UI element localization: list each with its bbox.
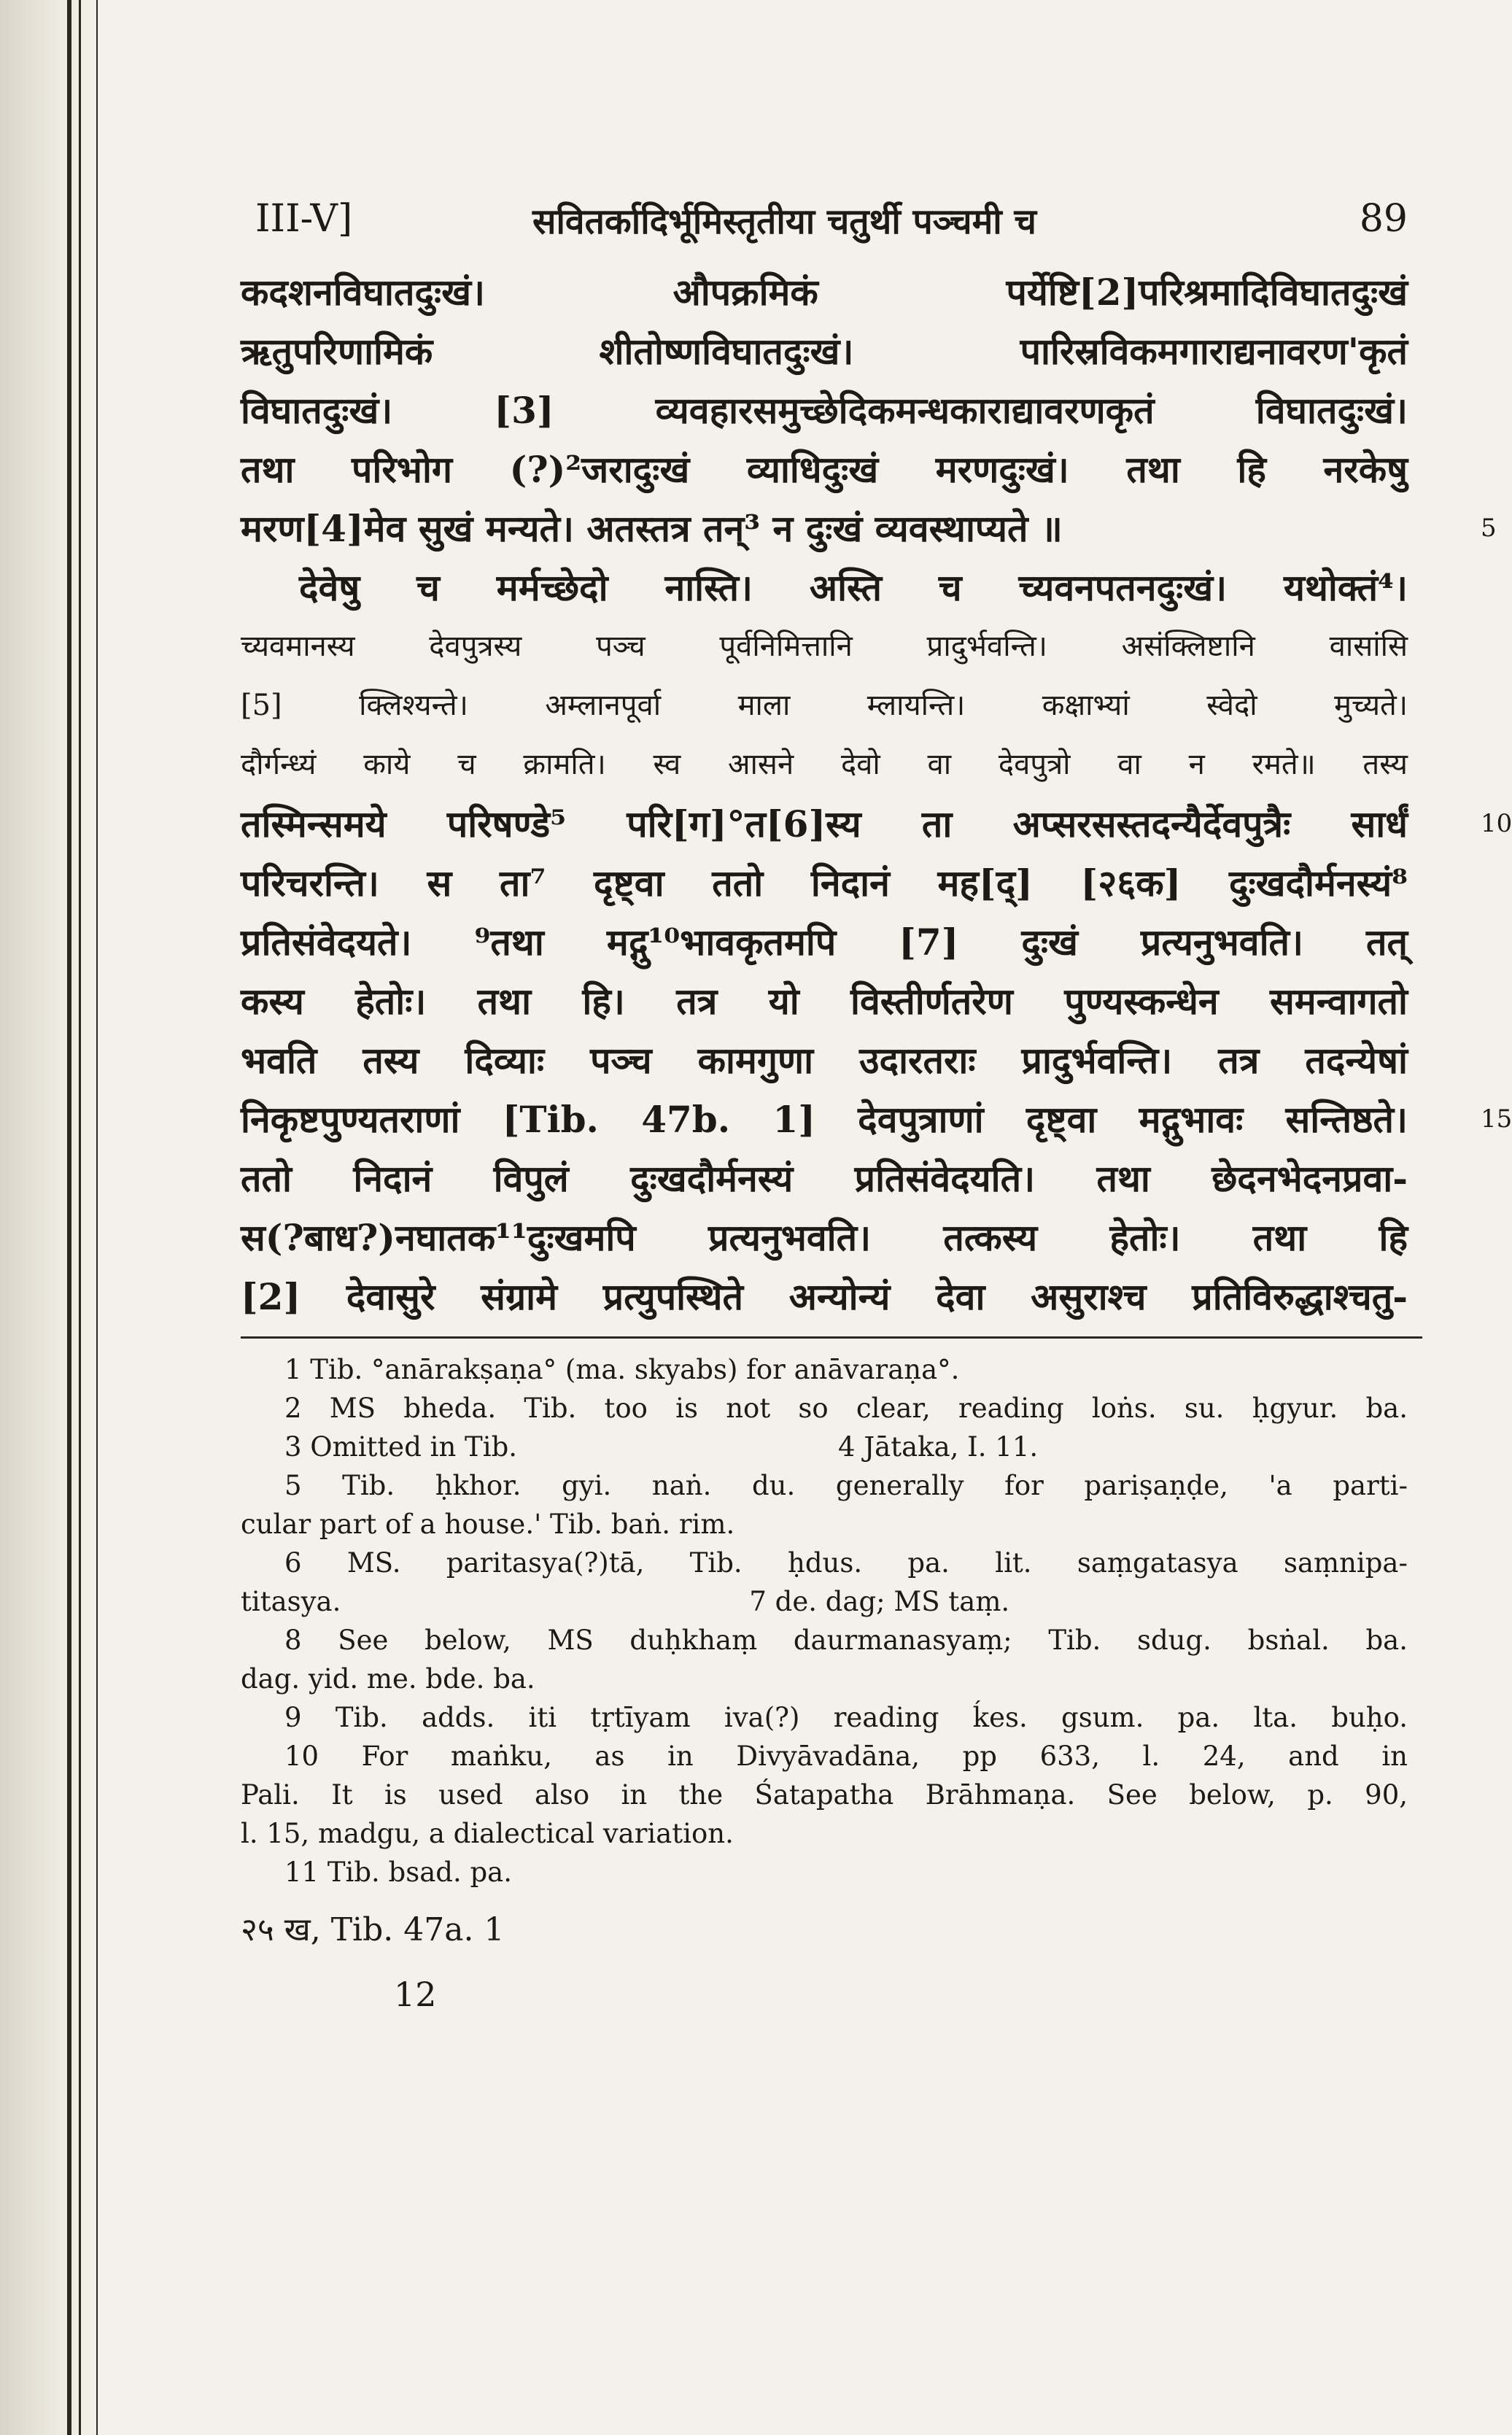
footnote: 5 Tib. ḥkhor. gyi. naṅ. du. generally for pariṣaṇḍe, 'a parti- [284,1470,1408,1501]
footnote: 6 MS. paritasya(?)tā, Tib. ḥdus. pa. lit. saṃgatasya saṃnipa- [284,1547,1408,1579]
footnote-row [241,1582,1408,1621]
running-header [241,197,1408,263]
footnote: 1 Tib. °anārakṣaṇa° (ma. skyabs) for anāvaraṇa°. [284,1354,960,1385]
text-line: कदशनविघातदुःखं। औपक्रमिकं पर्येष्टि[2]परिश्रमादिविघातदुःखं [241,271,1408,314]
text-line [241,794,1512,853]
text-line: ततो निदानं विपुलं दुःखदौर्मनस्यं प्रतिसंवेदयति। तथा छेदनभेदनप्रवा- [241,1157,1408,1200]
text-line: देवेषु च मर्मच्छेदो नास्ति। अस्ति च च्यवनपतनदुःखं। यथोक्तं⁴। [299,566,1408,609]
text-line: दौर्गन्ध्यं काये च क्रामति। स्व आसने देवो वा देवपुत्रो वा न रमते॥ तस्य [241,748,1408,781]
binding-gutter [0,0,109,2435]
footnote-separator [241,1336,1422,1339]
page-number: 89 [1359,197,1408,241]
footnote: 11 Tib. bsad. pa. [284,1857,513,1888]
footnote: 10 For maṅku, as in Divyāvadāna, pp 633, l. 24, and in [284,1741,1408,1772]
running-title: सवितर्कादिर्भूमिस्तृतीया चतुर्थी पञ्चमी च [532,201,1036,242]
book-page [241,197,1512,2014]
footnote-continuation: l. 15, madgu, a dialectical variation. [241,1818,734,1849]
footnote-continuation: cular part of a house.' Tib. baṅ. rim. [241,1509,735,1540]
text-line: [2] देवासुरे संग्रामे प्रत्युपस्थिते अन्योन्यं देवा असुराश्च प्रतिविरुद्धाश्चतु- [241,1275,1408,1318]
footnote: 2 MS bheda. Tib. too is not so clear, reading loṅs. su. ḥgyur. ba. [284,1393,1408,1424]
text-line: च्यवमानस्य देवपुत्रस्य पञ्च पूर्वनिमित्तानि प्रादुर्भवन्ति। असंक्लिष्टानि वासांसि [241,630,1408,663]
footnote: 8 See below, MS duḥkhaṃ daurmanasyaṃ; Tib. sdug. bsṅal. ba. [284,1625,1408,1656]
text-line: ऋतुपरिणामिकं शीतोष्णविघातदुःखं। पारिस्रविकमगाराद्यनावरण'कृतं [241,330,1408,373]
text-line: तथा परिभोग (?)²जरादुःखं व्याधिदुःखं मरणदुःखं। तथा हि नरकेषु [241,448,1408,491]
footnote-continuation: titasya. [241,1586,341,1617]
text-line: भवति तस्य दिव्याः पञ्च कामगुणा उदारतराः प्रादुर्भवन्ति। तत्र तदन्येषां [241,1039,1408,1082]
text-line-content: निकृष्टपुण्यतराणां [Tib. 47b. 1] देवपुत्राणां दृष्ट्वा मद्गुभावः सन्तिष्ठते। [241,1098,1408,1141]
text-line: स(?बाध?)नघातक¹¹दुःखमपि प्रत्यनुभवति। तत्कस्य हेतोः। तथा हि [241,1216,1408,1259]
line-number-15: 15 [1481,1104,1512,1134]
line-number-5: 5 [1481,514,1497,543]
text-line [241,499,1497,558]
footnote: 3 Omitted in Tib. [284,1431,518,1463]
text-line-content: मरण[4]मेव सुखं मन्यते। अतस्तत्र तन्³ न दुःखं व्यवस्थाप्यते ॥ [241,507,1063,550]
manuscript-leaf-reference: २५ ख, Tib. 47a. 1 [241,1911,505,1948]
footnotes [241,1350,1408,1892]
text-line [241,1090,1512,1149]
text-line: कस्य हेतोः। तथा हि। तत्र यो विस्तीर्णतरेण पुण्यस्कन्धेन समन्वागतो [241,980,1408,1023]
footnote-continuation: Pali. It is used also in the Śatapatha Brāhmaṇa. See below, p. 90, [241,1779,1408,1811]
footnote: 4 Jātaka, I. 11. [838,1431,1039,1463]
sanskrit-text [241,263,1512,1326]
text-line: परिचरन्ति। स ता⁷ दृष्ट्वा ततो निदानं मह[द्] [२६क] दुःखदौर्मनस्यं⁸ [241,862,1408,905]
signature-number: 12 [394,1975,437,2014]
section-reference: III-V] [255,197,353,241]
text-line: विघातदुःखं। [3] व्यवहारसमुच्छेदिकमन्धकाराद्यावरणकृतं विघातदुःखं। [241,389,1408,432]
footnote-continuation: dag. yid. me. bde. ba. [241,1663,535,1695]
text-line-content: तस्मिन्समये परिषण्डे⁵ परि[ग]°त[6]स्य ता अप्सरसस्तदन्यैर्देवपुत्रैः सार्धं [241,802,1408,845]
footnote-row [241,1428,1408,1466]
text-line: [5] क्लिश्यन्ते। अम्लानपूर्वा माला म्लायन्ति। कक्षाभ्यां स्वेदो मुच्यते। [241,689,1408,722]
text-line: प्रतिसंवेदयते। ⁹तथा मद्गु¹⁰भावकृतमपि [7] दुःखं प्रत्यनुभवति। तत् [241,921,1408,964]
footnote: 9 Tib. adds. iti tṛtīyam iva(?) reading ḱes. gsum. pa. lta. buḥo. [284,1702,1408,1733]
footnote: 7 de. dag; MS taṃ. [749,1586,1010,1617]
line-number-10: 10 [1481,809,1512,838]
